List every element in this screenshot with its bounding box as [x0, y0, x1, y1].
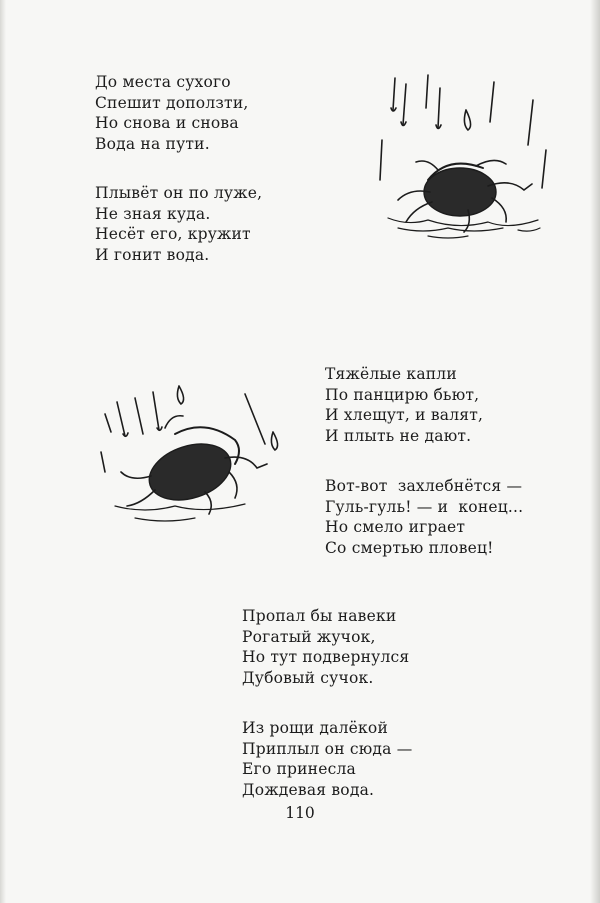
page-edge — [0, 0, 6, 903]
poem-line: Плывёт он по луже, — [95, 184, 263, 202]
poem-line: Рогатый жучок, — [242, 627, 376, 646]
poem-line: Спешит доползти, — [95, 93, 249, 112]
poem-line: Дождевая вода. — [242, 780, 375, 799]
stanza-4 — [325, 476, 523, 558]
poem-line: Но тут подвернулся — [242, 648, 410, 666]
poem-line: Пропал бы навеки — [242, 607, 397, 625]
poem-line: По панцирю бьют, — [325, 385, 480, 404]
stanza-5 — [242, 606, 409, 688]
stanza-2 — [95, 183, 262, 265]
stanza-1 — [95, 72, 248, 154]
poem-line: Со смертью пловец! — [325, 538, 494, 557]
poem-line: Гуль-гуль! — и конец... — [325, 497, 524, 516]
poem-line: Дубовый сучок. — [242, 668, 374, 687]
poem-line: Из рощи далёкой — [242, 719, 388, 737]
poem-line: Вода на пути. — [95, 134, 210, 153]
stanza-3 — [325, 364, 483, 446]
poem-line: Не зная куда. — [95, 204, 211, 223]
poem-line: Несёт его, кружит — [95, 225, 251, 243]
poem-line: Тяжёлые капли — [325, 365, 457, 383]
poem-line: И гонит вода. — [95, 245, 210, 264]
stanza-6 — [242, 718, 412, 800]
beetle-in-rain-illustration — [368, 70, 558, 245]
page-edge — [590, 0, 600, 903]
page-number: 110 — [285, 804, 315, 822]
beetle-drowning-illustration — [95, 372, 295, 532]
poem-line: И плыть не дают. — [325, 426, 472, 445]
poem-line: И хлещут, и валят, — [325, 406, 484, 424]
poem-line: Приплыл он сюда — — [242, 739, 413, 758]
poem-line: До места сухого — [95, 73, 231, 91]
poem-line: Но смело играет — [325, 518, 466, 536]
poem-line: Вот-вот захлебнётся — — [325, 477, 523, 495]
poem-line: Но снова и снова — [95, 114, 239, 132]
poem-line: Его принесла — [242, 760, 356, 778]
